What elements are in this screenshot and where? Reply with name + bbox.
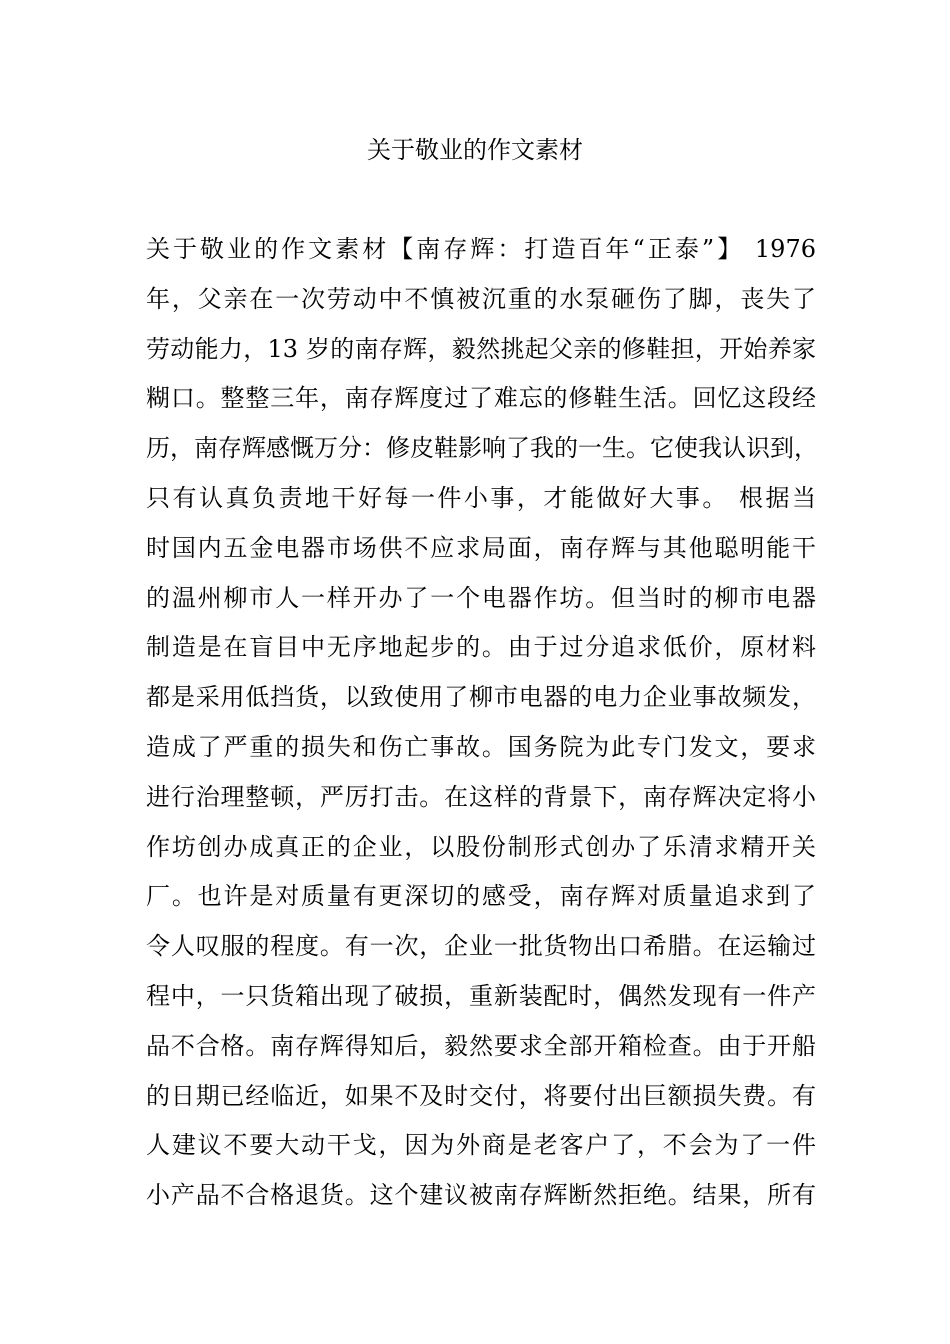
body-line-10: 都是采用低挡货，以致使用了柳市电器的电力企业事故频发， [146,683,816,712]
document-body [146,225,816,1221]
body-line-7: 时国内五金电器市场供不应求局面，南存辉与其他聪明能干 [146,533,816,562]
body-line-18: 的日期已经临近，如果不及时交付，将要付出巨额损失费。有 [146,1081,816,1110]
body-line-16: 程中，一只货箱出现了破损，重新装配时，偶然发现有一件产 [146,981,816,1010]
body-line-8: 的温州柳市人一样开办了一个电器作坊。但当时的柳市电器 [146,583,816,612]
body-line-4: 糊口。整整三年，南存辉度过了难忘的修鞋生活。回忆这段经 [146,384,816,413]
body-line-17: 品不合格。南存辉得知后，毅然要求全部开箱检查。由于开船 [146,1031,816,1060]
body-line-15: 令人叹服的程度。有一次，企业一批货物出口希腊。在运输过 [146,932,816,961]
body-line-14: 厂。也许是对质量有更深切的感受，南存辉对质量追求到了 [146,882,816,911]
body-line-1: 关于敬业的作文素材【南存辉：打造百年“正泰”】 1976 [146,235,816,263]
body-line-13: 作坊创办成真正的企业，以股份制形式创办了乐清求精开关 [146,832,816,861]
body-line-20: 小产品不合格退货。这个建议被南存辉断然拒绝。结果，所有 [146,1181,816,1210]
body-line-6: 只有认真负责地干好每一件小事，才能做好大事。 根据当 [146,483,816,512]
body-line-3: 劳动能力，13 岁的南存辉，毅然挑起父亲的修鞋担，开始养家 [146,334,816,363]
body-line-9: 制造是在盲目中无序地起步的。由于过分追求低价，原材料 [146,633,816,662]
body-line-12: 进行治理整顿，严厉打击。在这样的背景下，南存辉决定将小 [146,782,816,811]
body-line-5: 历，南存辉感慨万分：修皮鞋影响了我的一生。它使我认识到， [146,434,818,463]
body-line-19: 人建议不要大动干戈，因为外商是老客户了，不会为了一件 [146,1131,816,1160]
body-line-11: 造成了严重的损失和伤亡事故。国务院为此专门发文，要求 [146,732,816,761]
body-line-2: 年，父亲在一次劳动中不慎被沉重的水泵砸伤了脚，丧失了 [146,284,816,313]
document-title: 关于敬业的作文素材 [367,136,583,164]
